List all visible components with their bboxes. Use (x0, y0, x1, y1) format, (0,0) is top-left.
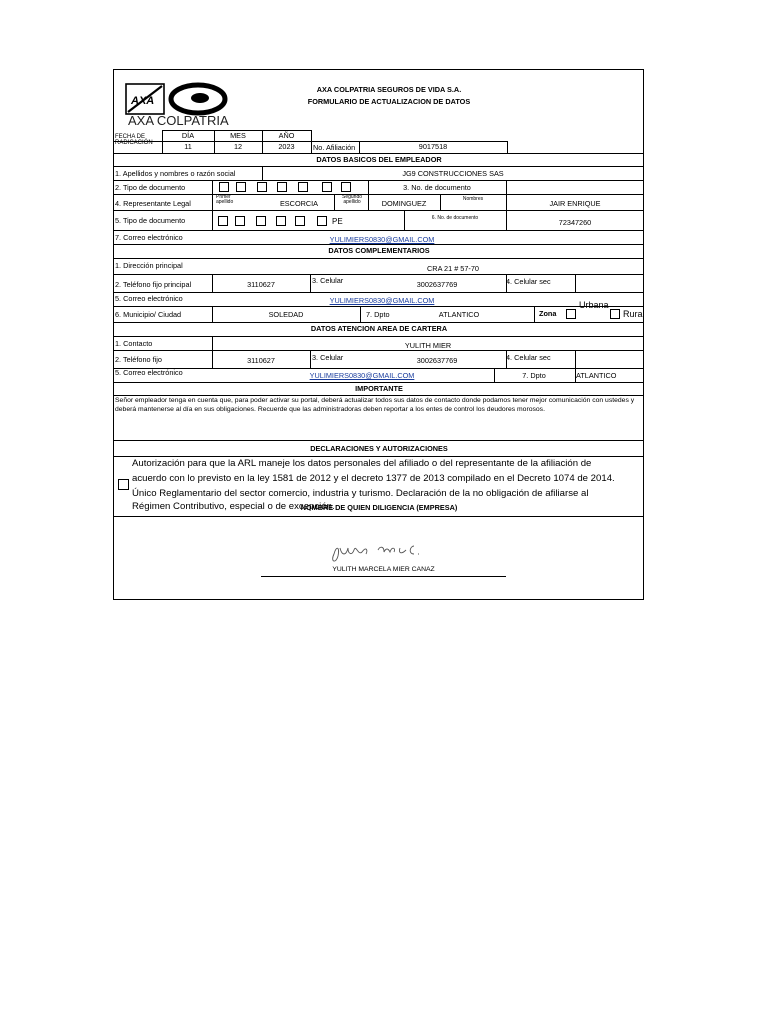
correo-label: 7. Correo electrónico (115, 233, 183, 242)
form-title: FORMULARIO DE ACTUALIZACION DE DATOS (307, 97, 471, 106)
tipo-doc2-checkbox-1[interactable] (218, 216, 228, 226)
contacto-value: YULITH MIER (404, 341, 452, 350)
firma-nombre: YULITH MARCELA MIER CANAZ (332, 566, 435, 573)
correo2-link[interactable]: YULIMIERS0830@GMAIL.COM (329, 296, 435, 305)
dpto-value: ATLANTICO (438, 310, 480, 319)
signature-icon (326, 536, 436, 566)
tipo-doc-checkbox-2[interactable] (236, 182, 246, 192)
primer-apellido-label: Primer apellido (216, 194, 234, 205)
celular2-label: 3. Celular (312, 353, 344, 362)
fecha-label: FECHA DE RADICACIÓN (115, 134, 153, 147)
afiliacion-value: 9017518 (418, 142, 448, 151)
dpto2-value: ATLANTICO (576, 371, 617, 380)
zona-urbana-checkbox[interactable] (566, 309, 576, 319)
afiliacion-label: No. Afiliación (313, 143, 356, 152)
segundo-apellido-value: DOMINGUEZ (381, 199, 427, 208)
tipo-doc-label: 2. Tipo de documento (115, 183, 186, 192)
declaracion-line-4: Régimen Contributivo, especial o de excepción. (132, 502, 335, 511)
nombres-label: Nombres (462, 196, 484, 202)
mes-value: 12 (233, 142, 243, 151)
zona-label: Zona (539, 309, 557, 318)
rep-legal-label: 4. Representante Legal (115, 199, 191, 208)
celular-sec-label: 4. Celular sec (506, 277, 551, 286)
celular-label: 3. Celular (312, 276, 344, 285)
importante-text: Señor empleador tenga en cuenta que, para poder activar su portal, deberá actualizar todos sus datos de contacto donde podamos tener mejor comunicación con ustedes y deberá mantenerse al día en sus obligaciones. Recuerde que las administradoras deben reportar a los entes de control los deudores morosos. (115, 397, 635, 413)
logo-mark: AXA (131, 95, 155, 107)
declaracion-line-3: Único Reglamentario del sector comercio, industria y turismo. Declaración de la no obligación de afiliarse al (132, 488, 589, 499)
contacto-label: 1. Contacto (115, 339, 153, 348)
dpto2-label: 7. Dpto (522, 371, 546, 380)
tipo-doc-label-2: 5. Tipo de documento (115, 216, 186, 225)
urbana-label: Urbana (579, 300, 609, 310)
num-doc-label: 3. No. de documento (403, 183, 471, 192)
tipo-doc-checkbox-7[interactable] (341, 182, 351, 192)
nombre-value: JG9 CONSTRUCCIONES SAS (402, 169, 504, 178)
tipo-doc-checkbox-3[interactable] (257, 182, 267, 192)
company-name: AXA COLPATRIA SEGUROS DE VIDA S.A. (316, 85, 462, 94)
telefono2-value: 3110627 (247, 356, 275, 365)
telefono-value: 3110627 (247, 280, 275, 289)
autorizacion-checkbox[interactable] (118, 479, 129, 490)
mes-label: MES (230, 131, 246, 140)
section-basicos: DATOS BASICOS DEL EMPLEADOR (316, 155, 442, 164)
declaracion-line-2: acuerdo con lo previsto en la ley 1581 de 2012 y el decreto 1377 de 2013 compilado en el Decreto 1074 de 2014. (132, 473, 615, 484)
municipio-label: 6. Municipio/ Ciudad (115, 310, 182, 319)
rural-label: Rural (623, 309, 645, 319)
section-complementarios: DATOS COMPLEMENTARIOS (328, 246, 430, 255)
direccion-value: CRA 21 # 57-70 (427, 264, 479, 273)
section-cartera: DATOS ATENCION AREA DE CARTERA (310, 324, 448, 333)
telefono2-label: 2. Teléfono fijo (115, 355, 162, 364)
telefono-label: 2. Teléfono fijo principal (115, 280, 192, 289)
correo2-label: 5. Correo electrónico (115, 294, 183, 303)
tipo-doc2-checkbox-3[interactable] (256, 216, 266, 226)
municipio-value: SOLEDAD (268, 310, 304, 319)
nombres-value: JAIR ENRIQUE (549, 199, 601, 208)
ano-value: 2023 (278, 142, 295, 151)
celular-sec2-label: 4. Celular sec (506, 353, 551, 362)
segundo-apellido-label: Segundo apellido (341, 194, 363, 205)
section-importante: IMPORTANTE (355, 384, 403, 393)
declaracion-line-1: Autorización para que la ARL maneje los datos personales del afiliado o del representante de la afiliación de (132, 458, 592, 469)
tipo-doc2-checkbox-2[interactable] (235, 216, 245, 226)
dpto-label: 7. Dpto (366, 310, 390, 319)
tipo-doc-checkbox-6[interactable] (322, 182, 332, 192)
pe-label: PE (332, 217, 343, 226)
primer-apellido-value: ESCORCIA (279, 199, 319, 208)
num-doc-label-2: 6. No. de documento (431, 215, 479, 221)
nombre-label: 1. Apellidos y nombres o razón social (115, 169, 236, 178)
update-form (113, 69, 644, 600)
dia-label: DÍA (181, 131, 195, 140)
firma-label: NOMBRE DE QUIEN DILIGENCIA (EMPRESA) (300, 503, 458, 512)
correo3-label: 5. Correo electrónico (115, 368, 183, 377)
tipo-doc2-checkbox-6[interactable] (317, 216, 327, 226)
tipo-doc-checkbox-1[interactable] (219, 182, 229, 192)
tipo-doc2-checkbox-5[interactable] (295, 216, 305, 226)
direccion-label: 1. Dirección principal (115, 261, 183, 270)
celular2-value: 3002637769 (416, 356, 458, 365)
logo-text: AXA COLPATRIA (128, 113, 229, 128)
zona-rural-checkbox[interactable] (610, 309, 620, 319)
num-doc-value-2: 72347260 (558, 218, 592, 227)
tipo-doc-checkbox-4[interactable] (277, 182, 287, 192)
celular-value: 3002637769 (416, 280, 458, 289)
correo-link[interactable]: YULIMIERS0830@GMAIL.COM (329, 235, 435, 244)
tipo-doc-checkbox-5[interactable] (298, 182, 308, 192)
ano-label: AÑO (278, 131, 295, 140)
dia-value: 11 (184, 142, 192, 151)
tipo-doc2-checkbox-4[interactable] (276, 216, 286, 226)
correo3-link[interactable]: YULIMIERS0830@GMAIL.COM (309, 371, 415, 380)
section-declaraciones: DECLARACIONES Y AUTORIZACIONES (310, 444, 448, 453)
